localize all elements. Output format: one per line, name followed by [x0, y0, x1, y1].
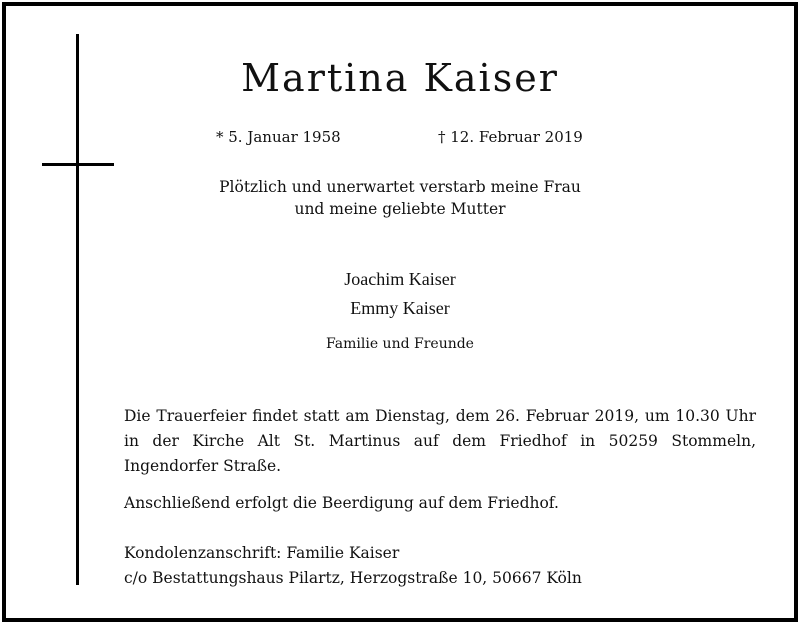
intro-line-2: und meine geliebte Mutter [294, 200, 506, 218]
deceased-name: Martina Kaiser [241, 56, 559, 100]
family-line: Familie und Freunde [326, 336, 474, 352]
condolence-line-2: c/o Bestattungshaus Pilartz, Herzogstraße 10, 50667 Köln [124, 569, 582, 587]
burial-details: Anschließend erfolgt die Beerdigung auf dem Friedhof. [124, 494, 559, 512]
intro-line-1: Plötzlich und unerwartet verstarb meine Frau [219, 178, 581, 196]
obituary-notice [2, 2, 798, 622]
death-date: † 12. Februar 2019 [438, 128, 583, 146]
mourner-name: Joachim Kaiser [344, 269, 456, 289]
service-details: Die Trauerfeier findet statt am Dienstag, dem 26. Februar 2019, um 10.30 Uhr in der Kirche Alt St. Martinus auf dem Friedhof in 50259 Stommeln, Ingendorfer Straße. [124, 407, 756, 475]
mourner-name: Emmy Kaiser [350, 298, 450, 318]
intro-text [6, 176, 794, 220]
condolence-line-1: Kondolenzanschrift: Familie Kaiser [124, 544, 400, 562]
cross-icon-horizontal [42, 163, 114, 166]
birth-date: * 5. Januar 1958 [216, 128, 341, 146]
condolence-address [124, 541, 756, 591]
